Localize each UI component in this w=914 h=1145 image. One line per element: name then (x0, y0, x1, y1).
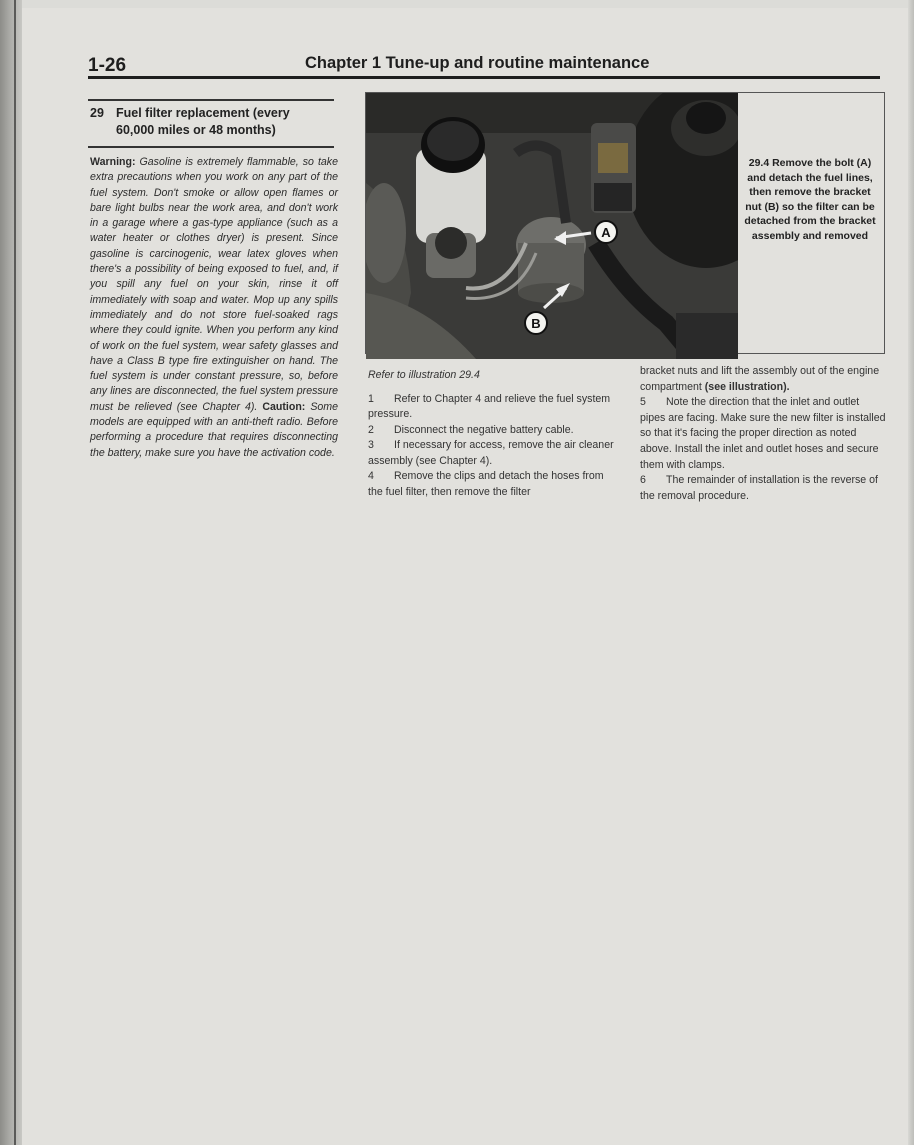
step-4: 4 Remove the clips and detach the hoses from the fuel filter, then remove the filter (368, 470, 604, 498)
step-5: 5 Note the direction that the inlet and outlet pipes are facing. Make sure the new filter is installed so that it's facing the proper direction as noted above. Install the inlet and outlet hoses and secure them with clamps. (640, 396, 886, 471)
page-number: 1-26 (88, 55, 127, 76)
section-title-line2: 60,000 miles or 48 months) (116, 123, 276, 137)
refer-illustration: Refer to illustration 29.4 (368, 369, 480, 381)
warning-block (90, 155, 338, 461)
step-1: 1 Refer to Chapter 4 and relieve the fuel system pressure. (368, 392, 611, 420)
step-2: 2 Disconnect the negative battery cable. (368, 423, 574, 436)
figure-caption: 29.4 Remove the bolt (A) and detach the fuel lines, then remove the bracket nut (B) so the filter can be detached from the bracket assembly and removed (744, 157, 876, 242)
step-6: 6 The remainder of installation is the reverse of the removal procedure. (640, 474, 878, 502)
engine-photo-illustration (366, 93, 738, 359)
caution-label: Caution: (262, 400, 306, 413)
procedure-column-2 (640, 364, 886, 504)
section-number: 29 (90, 106, 104, 120)
caution-text: Some models are equipped with an anti-theft radio. Before performing a procedure that requires disconnecting the battery, make sure you have the activation code. (90, 400, 338, 459)
warning-label: Warning: (90, 156, 136, 168)
header-rule (88, 76, 880, 79)
warning-text: Gasoline is extremely flammable, so take extra precautions when you work on any part of the fuel system. Don't smoke or allow open flames or bare light bulbs near the work area, and don't work in a garage where a gas-type appliance (such as a water heater or clothes dryer) is present. Since gasoline is carcinogenic, wear latex gloves when there's a possibility of being exposed to fuel, and, if you spill any fuel on your skin, rinse it off immediately with soap and water. Mop up any spills immediately and do not store fuel-soaked rags where they could ignite. When you perform any kind of work on the fuel system, wear safety glasses and have a Class B type fire extinguisher on hand. The fuel system is under constant pressure, so, before any lines are disconnected, the fuel system pressure must be relieved (see Chapter 4). (90, 156, 338, 413)
book-spine (0, 0, 22, 1145)
label-a-text: A (601, 225, 611, 240)
section-rule-bottom (88, 146, 334, 148)
section-heading (90, 105, 336, 139)
spine-shadow (14, 0, 16, 1145)
procedure-column-1 (368, 368, 614, 500)
label-b-text: B (531, 316, 541, 331)
section-title-line1: Fuel filter replacement (every (116, 106, 290, 120)
chapter-title: Chapter 1 Tune-up and routine maintenance (305, 54, 650, 72)
section-rule-top (88, 99, 334, 101)
page-edge (908, 0, 914, 1145)
engine-photo (366, 93, 738, 359)
see-illustration: (see illustration). (704, 380, 790, 393)
step-4-continued: bracket nuts and lift the assembly out of the engine compartment (see illustration). (640, 365, 880, 393)
step-3: 3 If necessary for access, remove the air cleaner assembly (see Chapter 4). (368, 439, 614, 467)
